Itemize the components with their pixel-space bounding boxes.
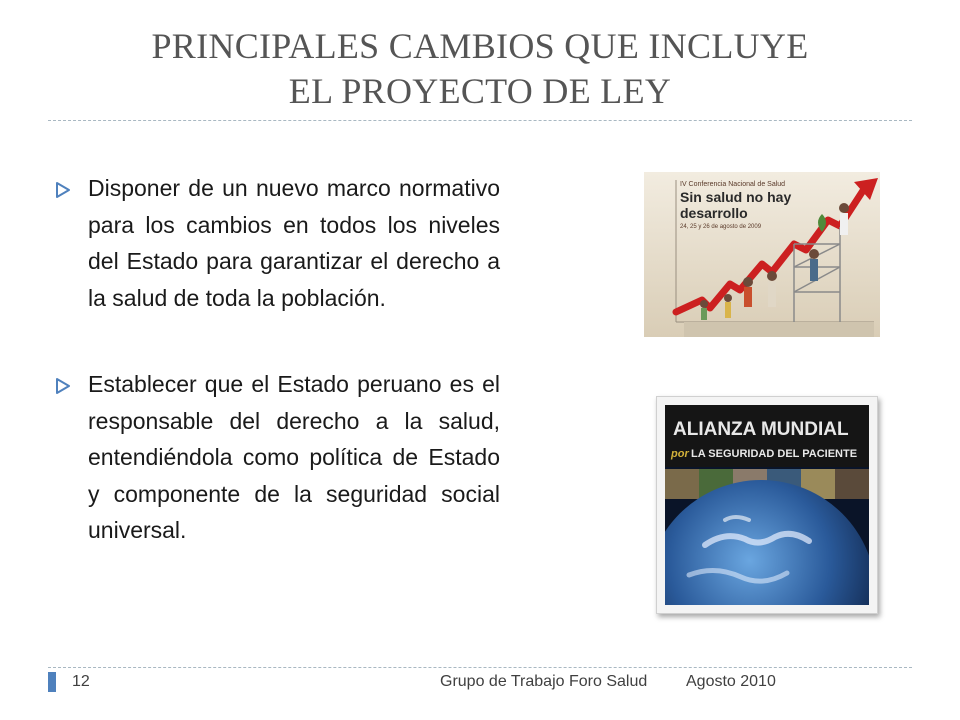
footer-date: Agosto 2010 (686, 673, 776, 690)
bullet-text: Establecer que el Estado peruano es el responsable del derecho a la salud, entendiéndola como política de Estado y componente de la seguridad social universal. (88, 371, 500, 543)
conference-poster-image (644, 172, 880, 337)
poster1-heading: IV Conferencia Nacional de Salud (680, 181, 786, 188)
triangle-right-icon (54, 377, 72, 395)
title-line-2: EL PROYECTO DE LEY (288, 71, 672, 111)
page-number: 12 (72, 673, 90, 690)
alliance-poster-frame (656, 396, 878, 614)
bullet-item (54, 170, 500, 316)
bullet-item (54, 366, 500, 549)
footer-divider (48, 667, 912, 668)
footer-accent-bar (48, 672, 56, 692)
footer-text: Grupo de Trabajo Foro Salud (440, 673, 648, 690)
poster2-line1: ALIANZA MUNDIAL (673, 419, 849, 440)
triangle-right-icon (54, 181, 72, 199)
bullet-text: Disponer de un nuevo marco normativo para los cambios en todos los niveles del Estado para garantizar el derecho a la salud de toda la población. (88, 175, 500, 311)
poster2-por: por (671, 448, 689, 460)
poster2-line2: LA SEGURIDAD DEL PACIENTE (691, 448, 858, 460)
poster1-line1: Sin salud no hay (680, 189, 792, 205)
poster1-dates: 24, 25 y 26 de agosto de 2009 (680, 224, 762, 230)
bullet-list (54, 170, 500, 599)
title-divider (48, 120, 912, 121)
alliance-poster-image (665, 405, 869, 605)
title-line-1: PRINCIPALES CAMBIOS QUE INCLUYE (151, 26, 809, 66)
slide-title (60, 24, 900, 114)
poster1-line2: desarrollo (680, 205, 748, 221)
